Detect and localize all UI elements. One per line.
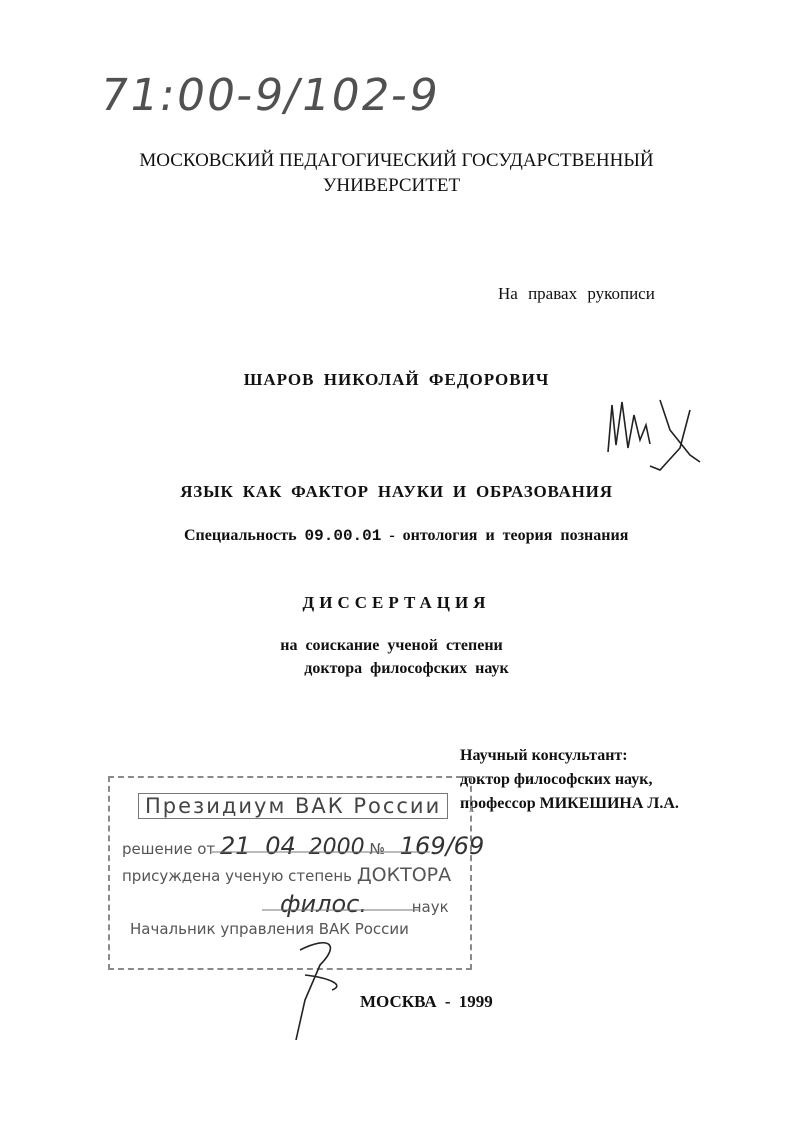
stamp-decision-year: 2000 — [308, 835, 365, 860]
institution-line-2: УНИВЕРСИТЕТ — [322, 175, 461, 196]
specialty-description: - онтология и теория познания — [389, 527, 629, 544]
stamp-title: Президиум ВАК России — [138, 793, 448, 819]
consultant-name: профессор МИКЕШИНА Л.А. — [460, 795, 679, 812]
consultant-degree: доктор философских наук, — [460, 771, 653, 788]
stamp-field: филос. — [280, 890, 367, 918]
degree-line-2: доктора философских наук — [304, 660, 509, 677]
archive-number: 71:00-9/102-9 — [95, 70, 444, 121]
document-type: ДИССЕРТАЦИЯ — [302, 593, 491, 612]
stamp-decision-number: 169/69 — [399, 832, 485, 860]
stamp-decision-month: 04 — [265, 832, 296, 860]
stamp-awarded-text: присуждена ученую степень — [122, 867, 353, 885]
institution-line-1: МОСКОВСКИЙ ПЕДАГОГИЧЕСКИЙ ГОСУДАРСТВЕННЫЙ — [139, 150, 654, 171]
author-name: ШАРОВ НИКОЛАЙ ФЕДОРОВИЧ — [243, 370, 550, 389]
specialty-code: 09.00.01 — [304, 527, 382, 545]
stamp-awarded-degree: ДОКТОРА — [356, 864, 452, 886]
stamp-decision-day: 21 — [219, 832, 251, 860]
stamp-footer: Начальник управления ВАК России — [130, 920, 409, 938]
stamp-field-suffix: наук — [411, 898, 449, 916]
degree-line-1: на соискание ученой степени — [280, 637, 503, 654]
dissertation-title: ЯЗЫК КАК ФАКТОР НАУКИ И ОБРАЗОВАНИЯ — [180, 482, 613, 501]
consultant-label: Научный консультант: — [460, 747, 628, 764]
specialty-label: Специальность — [184, 527, 297, 544]
city-year: МОСКВА - 1999 — [360, 992, 493, 1011]
stamp-decision-prefix: решение от — [122, 840, 216, 858]
stamp-number-prefix: № — [369, 840, 385, 858]
manuscript-note: На правах рукописи — [498, 284, 655, 303]
